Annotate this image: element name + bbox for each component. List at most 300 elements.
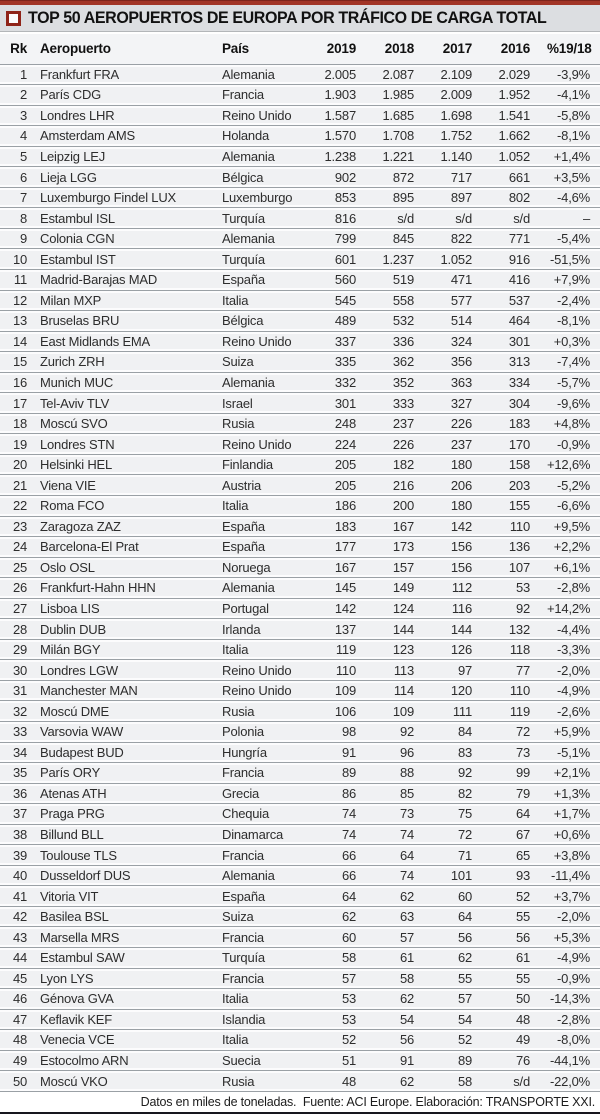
- country-cell: España: [208, 886, 314, 907]
- country-cell: Italia: [208, 290, 314, 311]
- rank-cell: 13: [0, 311, 30, 332]
- table-row: [0, 948, 600, 969]
- airport-cell: Luxemburgo Findel LUX: [30, 187, 208, 208]
- pct-cell: -2,0%: [546, 660, 600, 681]
- y2018-cell: 157: [372, 557, 430, 578]
- y2017-cell: 116: [430, 598, 488, 619]
- country-cell: Alemania: [208, 865, 314, 886]
- col-header-pct-19-18: %19/18: [546, 34, 600, 64]
- country-cell: Francia: [208, 927, 314, 948]
- y2017-cell: 180: [430, 454, 488, 475]
- y2019-cell: 62: [314, 906, 372, 927]
- y2018-cell: 237: [372, 413, 430, 434]
- table-row: [0, 85, 600, 106]
- table-row: [0, 434, 600, 455]
- country-cell: Turquía: [208, 948, 314, 969]
- col-header-2019: 2019: [314, 34, 372, 64]
- y2017-cell: 577: [430, 290, 488, 311]
- y2018-cell: 895: [372, 187, 430, 208]
- rank-cell: 42: [0, 906, 30, 927]
- airport-cell: Lieja LGG: [30, 167, 208, 188]
- country-cell: Portugal: [208, 598, 314, 619]
- y2017-cell: 822: [430, 228, 488, 249]
- y2018-cell: 333: [372, 393, 430, 414]
- y2016-cell: 110: [488, 516, 546, 537]
- pct-cell: -44,1%: [546, 1050, 600, 1071]
- pct-cell: +2,1%: [546, 763, 600, 784]
- airport-cell: Moscú SVO: [30, 413, 208, 434]
- airport-cell: Roma FCO: [30, 495, 208, 516]
- airport-cell: Amsterdam AMS: [30, 126, 208, 147]
- pct-cell: -8,1%: [546, 126, 600, 147]
- y2017-cell: 58: [430, 1071, 488, 1092]
- pct-cell: -4,6%: [546, 187, 600, 208]
- airport-cell: Estocolmo ARN: [30, 1050, 208, 1071]
- rank-cell: 34: [0, 742, 30, 763]
- y2016-cell: 334: [488, 372, 546, 393]
- table-row: [0, 598, 600, 619]
- y2019-cell: 52: [314, 1030, 372, 1051]
- y2018-cell: 54: [372, 1009, 430, 1030]
- y2018-cell: 74: [372, 824, 430, 845]
- country-cell: Alemania: [208, 64, 314, 85]
- rank-cell: 10: [0, 249, 30, 270]
- pct-cell: -7,4%: [546, 352, 600, 373]
- y2017-cell: 144: [430, 619, 488, 640]
- rank-cell: 41: [0, 886, 30, 907]
- rank-cell: 39: [0, 845, 30, 866]
- rank-cell: 19: [0, 434, 30, 455]
- country-cell: Reino Unido: [208, 331, 314, 352]
- pct-cell: -5,1%: [546, 742, 600, 763]
- table-row: [0, 804, 600, 825]
- pct-cell: +3,8%: [546, 845, 600, 866]
- rank-cell: 12: [0, 290, 30, 311]
- y2016-cell: s/d: [488, 208, 546, 229]
- y2018-cell: 92: [372, 722, 430, 743]
- table-row: [0, 475, 600, 496]
- y2016-cell: 170: [488, 434, 546, 455]
- rank-cell: 28: [0, 619, 30, 640]
- y2016-cell: 416: [488, 269, 546, 290]
- country-cell: Rusia: [208, 413, 314, 434]
- airport-cell: Dusseldorf DUS: [30, 865, 208, 886]
- source-note: Datos en miles de toneladas. Fuente: ACI Europe. Elaboración: TRANSPORTE XXI.: [140, 1094, 595, 1109]
- table-row: [0, 968, 600, 989]
- country-cell: Francia: [208, 968, 314, 989]
- country-cell: Francia: [208, 845, 314, 866]
- y2016-cell: 136: [488, 537, 546, 558]
- pct-cell: -2,8%: [546, 1009, 600, 1030]
- airport-cell: Atenas ATH: [30, 783, 208, 804]
- y2016-cell: 119: [488, 701, 546, 722]
- pct-cell: -3,3%: [546, 639, 600, 660]
- pct-cell: -5,8%: [546, 105, 600, 126]
- table-row: [0, 146, 600, 167]
- y2016-cell: 48: [488, 1009, 546, 1030]
- y2019-cell: 66: [314, 865, 372, 886]
- airport-cell: Londres LGW: [30, 660, 208, 681]
- pct-cell: +5,3%: [546, 927, 600, 948]
- y2019-cell: 545: [314, 290, 372, 311]
- country-cell: Alemania: [208, 146, 314, 167]
- rank-cell: 30: [0, 660, 30, 681]
- country-cell: Reino Unido: [208, 680, 314, 701]
- y2019-cell: 137: [314, 619, 372, 640]
- y2018-cell: 1.237: [372, 249, 430, 270]
- airport-cell: Lisboa LIS: [30, 598, 208, 619]
- rank-cell: 11: [0, 269, 30, 290]
- rank-cell: 48: [0, 1030, 30, 1051]
- y2019-cell: 248: [314, 413, 372, 434]
- rank-cell: 2: [0, 85, 30, 106]
- table-row: [0, 495, 600, 516]
- airport-cell: Estambul ISL: [30, 208, 208, 229]
- y2018-cell: 62: [372, 1071, 430, 1092]
- y2018-cell: 173: [372, 537, 430, 558]
- country-cell: Alemania: [208, 578, 314, 599]
- rank-cell: 1: [0, 64, 30, 85]
- y2017-cell: 142: [430, 516, 488, 537]
- col-header-aeropuerto: Aeropuerto: [30, 34, 208, 64]
- airport-cell: Vitoria VIT: [30, 886, 208, 907]
- airport-cell: Dublin DUB: [30, 619, 208, 640]
- airport-cell: Zurich ZRH: [30, 352, 208, 373]
- y2019-cell: 337: [314, 331, 372, 352]
- pct-cell: -4,4%: [546, 619, 600, 640]
- rank-cell: 15: [0, 352, 30, 373]
- y2017-cell: 111: [430, 701, 488, 722]
- table-header-row: [0, 34, 600, 64]
- y2017-cell: 75: [430, 804, 488, 825]
- country-cell: Chequia: [208, 804, 314, 825]
- rank-cell: 9: [0, 228, 30, 249]
- y2016-cell: 313: [488, 352, 546, 373]
- table-row: [0, 845, 600, 866]
- rank-cell: 35: [0, 763, 30, 784]
- country-cell: Bélgica: [208, 311, 314, 332]
- country-cell: Francia: [208, 85, 314, 106]
- pct-cell: +0,3%: [546, 331, 600, 352]
- y2018-cell: 96: [372, 742, 430, 763]
- country-cell: Finlandia: [208, 454, 314, 475]
- country-cell: Hungría: [208, 742, 314, 763]
- country-cell: Holanda: [208, 126, 314, 147]
- rank-cell: 6: [0, 167, 30, 188]
- country-cell: España: [208, 269, 314, 290]
- table-row: [0, 126, 600, 147]
- y2017-cell: 1.140: [430, 146, 488, 167]
- y2016-cell: 464: [488, 311, 546, 332]
- table-row: [0, 1050, 600, 1071]
- airport-cell: Londres STN: [30, 434, 208, 455]
- table-row: [0, 228, 600, 249]
- y2019-cell: 66: [314, 845, 372, 866]
- country-cell: Noruega: [208, 557, 314, 578]
- y2017-cell: 356: [430, 352, 488, 373]
- pct-cell: -5,4%: [546, 228, 600, 249]
- y2018-cell: 872: [372, 167, 430, 188]
- country-cell: Turquía: [208, 208, 314, 229]
- y2019-cell: 183: [314, 516, 372, 537]
- y2018-cell: 845: [372, 228, 430, 249]
- rank-cell: 16: [0, 372, 30, 393]
- y2018-cell: 226: [372, 434, 430, 455]
- table-row: [0, 639, 600, 660]
- y2016-cell: 55: [488, 906, 546, 927]
- rank-cell: 4: [0, 126, 30, 147]
- table-row: [0, 557, 600, 578]
- y2018-cell: 109: [372, 701, 430, 722]
- y2019-cell: 799: [314, 228, 372, 249]
- table-row: [0, 763, 600, 784]
- masthead: [0, 5, 600, 32]
- y2017-cell: 471: [430, 269, 488, 290]
- table-row: [0, 824, 600, 845]
- country-cell: España: [208, 516, 314, 537]
- table-row: [0, 64, 600, 85]
- pct-cell: -3,9%: [546, 64, 600, 85]
- y2018-cell: 113: [372, 660, 430, 681]
- y2017-cell: 97: [430, 660, 488, 681]
- rank-cell: 14: [0, 331, 30, 352]
- table-row: [0, 352, 600, 373]
- y2019-cell: 560: [314, 269, 372, 290]
- y2017-cell: 54: [430, 1009, 488, 1030]
- y2018-cell: 1.685: [372, 105, 430, 126]
- pct-cell: +12,6%: [546, 454, 600, 475]
- airport-cell: East Midlands EMA: [30, 331, 208, 352]
- y2016-cell: 76: [488, 1050, 546, 1071]
- country-cell: Italia: [208, 639, 314, 660]
- pct-cell: -11,4%: [546, 865, 600, 886]
- y2019-cell: 89: [314, 763, 372, 784]
- page-title: TOP 50 AEROPUERTOS DE EUROPA POR TRÁFICO DE CARGA TOTAL: [28, 8, 547, 27]
- airport-cell: Viena VIE: [30, 475, 208, 496]
- y2019-cell: 109: [314, 680, 372, 701]
- table-row: [0, 311, 600, 332]
- y2017-cell: 156: [430, 557, 488, 578]
- y2018-cell: 85: [372, 783, 430, 804]
- y2016-cell: 916: [488, 249, 546, 270]
- y2019-cell: 186: [314, 495, 372, 516]
- country-cell: Reino Unido: [208, 434, 314, 455]
- y2019-cell: 91: [314, 742, 372, 763]
- table-row: [0, 208, 600, 229]
- table-head: [0, 34, 600, 64]
- y2016-cell: 304: [488, 393, 546, 414]
- y2018-cell: 149: [372, 578, 430, 599]
- rank-cell: 22: [0, 495, 30, 516]
- table-row: [0, 249, 600, 270]
- pct-cell: +3,5%: [546, 167, 600, 188]
- pct-cell: +4,8%: [546, 413, 600, 434]
- pct-cell: -0,9%: [546, 434, 600, 455]
- airport-cell: Basilea BSL: [30, 906, 208, 927]
- y2016-cell: 537: [488, 290, 546, 311]
- table-row: [0, 269, 600, 290]
- y2019-cell: 74: [314, 824, 372, 845]
- y2019-cell: 57: [314, 968, 372, 989]
- y2016-cell: s/d: [488, 1071, 546, 1092]
- y2018-cell: 352: [372, 372, 430, 393]
- y2017-cell: 83: [430, 742, 488, 763]
- y2018-cell: 200: [372, 495, 430, 516]
- y2016-cell: 50: [488, 989, 546, 1010]
- y2018-cell: 336: [372, 331, 430, 352]
- y2018-cell: 182: [372, 454, 430, 475]
- y2019-cell: 1.587: [314, 105, 372, 126]
- y2019-cell: 205: [314, 454, 372, 475]
- y2016-cell: 65: [488, 845, 546, 866]
- y2017-cell: 126: [430, 639, 488, 660]
- pct-cell: +1,3%: [546, 783, 600, 804]
- title-square-icon: [6, 11, 21, 26]
- rank-cell: 43: [0, 927, 30, 948]
- airport-cell: Madrid-Barajas MAD: [30, 269, 208, 290]
- y2019-cell: 106: [314, 701, 372, 722]
- rank-cell: 38: [0, 824, 30, 845]
- airport-cell: Oslo OSL: [30, 557, 208, 578]
- country-cell: Reino Unido: [208, 105, 314, 126]
- y2017-cell: 57: [430, 989, 488, 1010]
- y2019-cell: 816: [314, 208, 372, 229]
- y2017-cell: 56: [430, 927, 488, 948]
- rank-cell: 18: [0, 413, 30, 434]
- y2018-cell: 62: [372, 886, 430, 907]
- pct-cell: -51,5%: [546, 249, 600, 270]
- y2018-cell: 91: [372, 1050, 430, 1071]
- y2018-cell: 58: [372, 968, 430, 989]
- country-cell: Bélgica: [208, 167, 314, 188]
- y2016-cell: 2.029: [488, 64, 546, 85]
- y2019-cell: 60: [314, 927, 372, 948]
- y2019-cell: 167: [314, 557, 372, 578]
- y2016-cell: 72: [488, 722, 546, 743]
- y2019-cell: 58: [314, 948, 372, 969]
- y2017-cell: 2.009: [430, 85, 488, 106]
- y2019-cell: 489: [314, 311, 372, 332]
- airport-cell: Keflavik KEF: [30, 1009, 208, 1030]
- rank-cell: 3: [0, 105, 30, 126]
- airport-cell: Barcelona-El Prat: [30, 537, 208, 558]
- country-cell: Reino Unido: [208, 660, 314, 681]
- table-row: [0, 537, 600, 558]
- y2017-cell: 897: [430, 187, 488, 208]
- table-row: [0, 167, 600, 188]
- airport-cell: Munich MUC: [30, 372, 208, 393]
- airport-cell: Helsinki HEL: [30, 454, 208, 475]
- y2018-cell: 216: [372, 475, 430, 496]
- y2019-cell: 53: [314, 989, 372, 1010]
- rank-cell: 37: [0, 804, 30, 825]
- y2016-cell: 67: [488, 824, 546, 845]
- y2017-cell: 55: [430, 968, 488, 989]
- airport-cell: Milán BGY: [30, 639, 208, 660]
- pct-cell: +5,9%: [546, 722, 600, 743]
- y2019-cell: 98: [314, 722, 372, 743]
- y2017-cell: 514: [430, 311, 488, 332]
- pct-cell: -2,4%: [546, 290, 600, 311]
- y2019-cell: 902: [314, 167, 372, 188]
- y2018-cell: 1.708: [372, 126, 430, 147]
- y2016-cell: 158: [488, 454, 546, 475]
- y2016-cell: 73: [488, 742, 546, 763]
- y2019-cell: 1.903: [314, 85, 372, 106]
- rank-cell: 46: [0, 989, 30, 1010]
- pct-cell: -2,0%: [546, 906, 600, 927]
- y2016-cell: 99: [488, 763, 546, 784]
- table-row: [0, 660, 600, 681]
- y2016-cell: 79: [488, 783, 546, 804]
- col-header-rk: Rk: [0, 34, 30, 64]
- y2017-cell: 324: [430, 331, 488, 352]
- y2018-cell: 123: [372, 639, 430, 660]
- y2016-cell: 53: [488, 578, 546, 599]
- rank-cell: 7: [0, 187, 30, 208]
- table-row: [0, 413, 600, 434]
- y2017-cell: 327: [430, 393, 488, 414]
- table-row: [0, 454, 600, 475]
- country-cell: Israel: [208, 393, 314, 414]
- y2017-cell: 60: [430, 886, 488, 907]
- rank-cell: 36: [0, 783, 30, 804]
- table-row: [0, 290, 600, 311]
- table-row: [0, 680, 600, 701]
- y2018-cell: 2.087: [372, 64, 430, 85]
- airport-cell: Bruselas BRU: [30, 311, 208, 332]
- pct-cell: +9,5%: [546, 516, 600, 537]
- table-row: [0, 886, 600, 907]
- table-row: [0, 906, 600, 927]
- y2018-cell: 114: [372, 680, 430, 701]
- y2019-cell: 74: [314, 804, 372, 825]
- y2017-cell: 1.752: [430, 126, 488, 147]
- y2017-cell: 82: [430, 783, 488, 804]
- y2018-cell: 144: [372, 619, 430, 640]
- airport-cell: Milan MXP: [30, 290, 208, 311]
- country-cell: Austria: [208, 475, 314, 496]
- country-cell: Alemania: [208, 372, 314, 393]
- table-row: [0, 865, 600, 886]
- rank-cell: 45: [0, 968, 30, 989]
- y2017-cell: 62: [430, 948, 488, 969]
- airport-cell: Lyon LYS: [30, 968, 208, 989]
- airport-cell: París ORY: [30, 763, 208, 784]
- cargo-table: [0, 34, 600, 1092]
- table-row: [0, 742, 600, 763]
- country-cell: Rusia: [208, 1071, 314, 1092]
- y2017-cell: 52: [430, 1030, 488, 1051]
- pct-cell: -4,1%: [546, 85, 600, 106]
- pct-cell: +6,1%: [546, 557, 600, 578]
- airport-cell: Londres LHR: [30, 105, 208, 126]
- rank-cell: 21: [0, 475, 30, 496]
- airport-cell: Manchester MAN: [30, 680, 208, 701]
- table-row: [0, 105, 600, 126]
- pct-cell: -9,6%: [546, 393, 600, 414]
- country-cell: Suecia: [208, 1050, 314, 1071]
- rank-cell: 50: [0, 1071, 30, 1092]
- country-cell: España: [208, 537, 314, 558]
- bottom-rule: [0, 1112, 600, 1115]
- airport-cell: Frankfurt-Hahn HHN: [30, 578, 208, 599]
- y2019-cell: 110: [314, 660, 372, 681]
- country-cell: Italia: [208, 989, 314, 1010]
- rank-cell: 24: [0, 537, 30, 558]
- y2016-cell: 52: [488, 886, 546, 907]
- airport-cell: Moscú DME: [30, 701, 208, 722]
